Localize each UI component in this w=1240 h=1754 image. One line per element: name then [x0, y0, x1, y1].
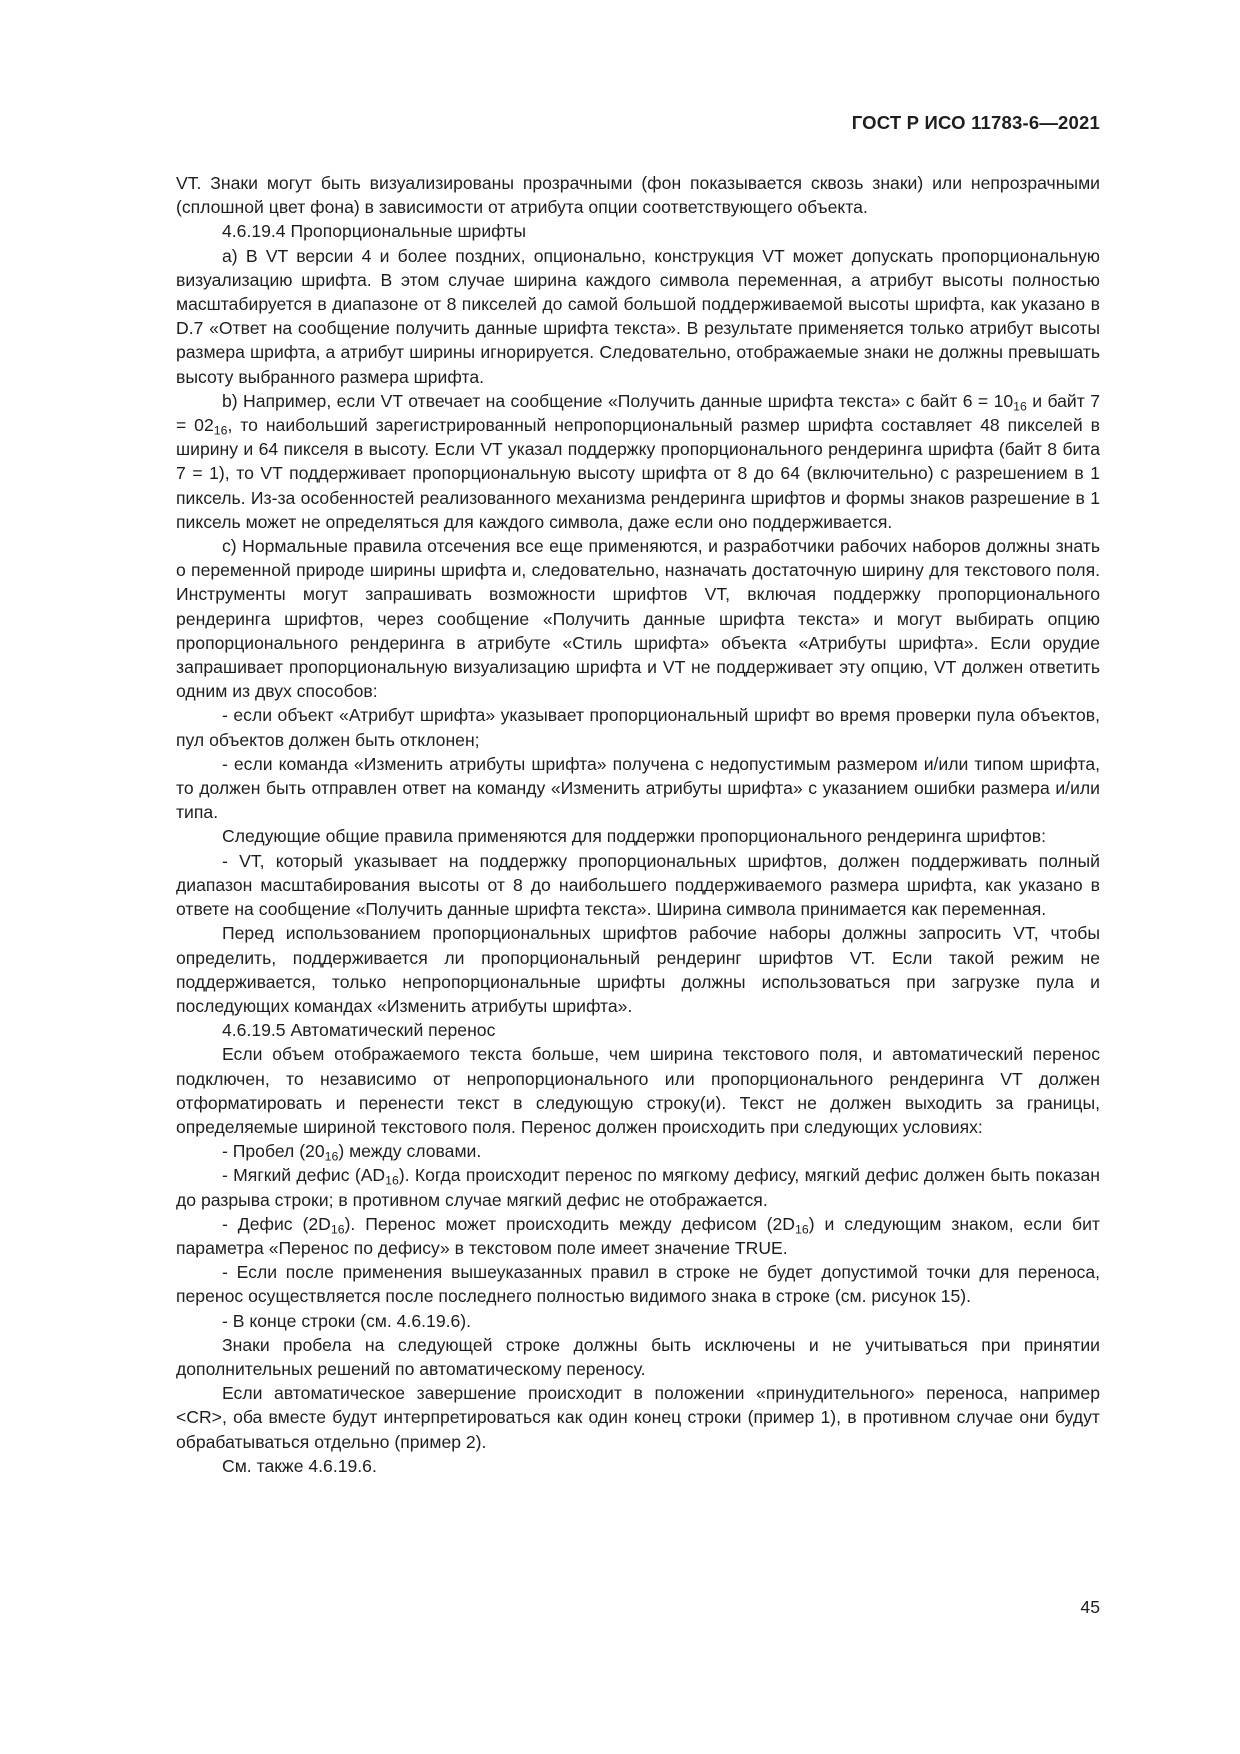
paragraph: Если автоматическое завершение происходит в положении «принудительного» переноса, например <CR>, оба вместе будут интерпретироваться как один конец строки (пример 1), в противном случае они будут обрабатываться отдельно (пример 2).: [176, 1383, 1100, 1452]
list-item: - Пробел $(20_{16})$ между словами.: [222, 1141, 482, 1164]
paragraph: VT. Знаки могут быть визуализированы прозрачными (фон показывается сквозь знаки) или непрозрачными (сплошной цвет фона) в зависимости от атрибута опции соответствующего объекта.: [176, 173, 1100, 218]
list-item: - В конце строки (см. 4.6.19.6).: [222, 1310, 472, 1331]
section-heading: 4.6.19.5 Автоматический перенос: [222, 1020, 496, 1041]
list-item: - если команда «Изменить атрибуты шрифта» получена с недопустимым размером и/или типом шрифта, то должен быть отправлен ответ на команду «Изменить атрибуты шрифта» с указанием ошибки размера и/или типа.: [176, 753, 1100, 823]
list-item: - если объект «Атрибут шрифта» указывает пропорциональный шрифт во время проверки пула объектов, пул объектов должен быть отклонен;: [176, 705, 1100, 750]
paragraph: Перед использованием пропорциональных шрифтов рабочие наборы должны запросить VT, чтобы определить, поддерживается ли пропорциональный рендеринг шрифтов VT. Если такой режим не поддерживается, только непропорциональные шрифты должны использоваться при загрузке пула и последующих командах «Изменить атрибуты шрифта».: [176, 923, 1100, 1016]
document-body: [176, 171, 1100, 1478]
list-item: - Дефис $(2D_{16})$. Перенос может происходить между дефисом $(2D_{16})$ и следующим знаком, если бит параметра «Перенос по дефису» в текстовом поле имеет значение TRUE.: [176, 1213, 1100, 1258]
list-item: - Мягкий дефис $(AD_{16})$. Когда происходит перенос по мягкому дефису, мягкий дефис должен быть показан до разрыва строки; в противном случае мягкий дефис не отображается.: [176, 1165, 1100, 1210]
list-item: - Если после применения вышеуказанных правил в строке не будет допустимой точки для переноса, перенос осуществляется после последнего полностью видимого знака в строке (см. рисунок 15).: [176, 1262, 1100, 1307]
list-item: - VT, который указывает на поддержку пропорциональных шрифтов, должен поддерживать полный диапазон масштабирования высоты от 8 до наибольшего поддерживаемого размера шрифта, как указано в ответе на сообщение «Получить данные шрифта текста». Ширина символа принимается как переменная.: [176, 850, 1100, 920]
paragraph: a) В VT версии 4 и более поздних, опционально, конструкция VT может допускать пропорциональную визуализацию шрифта. В этом случае ширина каждого символа переменная, а атрибут высоты полностью масштабируется в диапазоне от 8 пикселей до самой большой поддерживаемой высоты шрифта, как указано в D.7 «Ответ на сообщение получить данные шрифта текста». В результате применяется только атрибут высоты размера шрифта, а атрибут ширины игнорируется. Следовательно, отображаемые знаки не должны превышать высоту выбранного размера шрифта.: [176, 245, 1100, 387]
paragraph: Если объем отображаемого текста больше, чем ширина текстового поля, и автоматический перенос подключен, то независимо от непропорционального или пропорционального рендеринга VT должен отформатировать и перенести текст в следующую строку(и). Текст не должен выходить за границы, определяемые шириной текстового поля. Перенос должен происходить при следующих условиях:: [176, 1044, 1100, 1137]
document-header: ГОСТ Р ИСО 11783-6—2021: [851, 112, 1100, 133]
page-number: 45: [1080, 1597, 1100, 1617]
paragraph: Знаки пробела на следующей строке должны быть исключены и не учитываться при принятии дополнительных решений по автоматическому переносу.: [176, 1334, 1100, 1379]
paragraph: b) Например, если VT отвечает на сообщение «Получить данные шрифта текста» с байт $6 = 10_{16}$ и байт $7 = 02_{16}$, то наибольший зарегистрированный непропорциональный размер шрифта составляет 48 пикселей в ширину и 64 пикселя в высоту. Если VT указал поддержку пропорционального рендеринга шрифта (байт 8 бита 7 = 1), то VT поддерживает пропорциональную высоту шрифта от 8 до 64 (включительно) с разрешением в 1 пиксель. Из-за особенностей реализованного механизма рендеринга шрифтов и формы знаков разрешение в 1 пиксель может не определяться для каждого символа, даже если оно поддерживается.: [176, 390, 1101, 532]
paragraph: c) Нормальные правила отсечения все еще применяются, и разработчики рабочих наборов должны знать о переменной природе ширины шрифта и, следовательно, назначать достаточную ширину для текстового поля. Инструменты могут запрашивать возможности шрифтов VT, включая поддержку пропорционального рендеринга шрифтов, через сообщение «Получить данные шрифта текста» и могут выбирать опцию пропорционального рендеринга в атрибуте «Стиль шрифта» объекта «Атрибуты шрифта». Если орудие запрашивает пропорциональную визуализацию шрифта и VT не поддерживает эту опцию, VT должен ответить одним из двух способов:: [176, 536, 1100, 702]
paragraph: Следующие общие правила применяются для поддержки пропорционального рендеринга шрифтов:: [222, 826, 1047, 847]
paragraph: См. также 4.6.19.6.: [222, 1455, 377, 1476]
section-heading: 4.6.19.4 Пропорциональные шрифты: [222, 221, 526, 242]
